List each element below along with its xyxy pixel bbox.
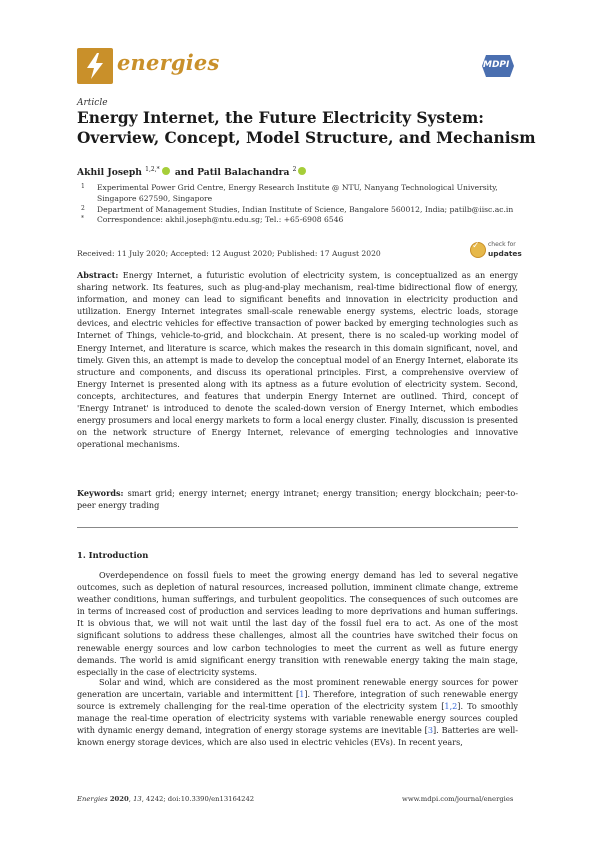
article-title: Energy Internet, the Future Electricity System: Overview, Concept, Model Structure, and Mechanism bbox=[77, 109, 536, 147]
paragraph-text: ]. Batteries are well-known energy storage devices, which are also used in electric vehicles (EVs). In recent years, bbox=[77, 725, 518, 748]
author-affiliation-mark: 2 bbox=[292, 166, 297, 173]
body-paragraph: Overdependence on fossil fuels to meet the growing energy demand has led to several negative outcomes, such as depletion of natural resources, increased pollution, imminent climate change, extreme weather conditions, human sufferings, and turbulent geopolitics. The consequences of such outcomes are in terms of increased cost of production and services leading to more deprivations and human sufferings. It is obvious that, we will not wait until the last day of the fossil fuel era to act. As one of the most significant solutions to address these challenges, almost all the countries have switched their focus on renewable energy sources and low carbon technologies to meet the current as well as future energy demands. The world is amid significant energy transition with renewable energy taking the main stage, especially in the case of electricity systems. bbox=[77, 570, 518, 677]
correspondence-text: Correspondence: akhil.joseph@ntu.edu.sg; Tel.: +65-6908 6546 bbox=[97, 215, 344, 225]
journal-name: energies bbox=[117, 50, 220, 75]
section-divider bbox=[77, 527, 518, 528]
body-paragraph bbox=[77, 676, 518, 749]
author-conjunction: and bbox=[174, 167, 194, 179]
journal-url[interactable]: www.mdpi.com/journal/energies bbox=[402, 795, 514, 803]
keywords bbox=[77, 487, 518, 511]
affiliation-number: * bbox=[81, 215, 84, 223]
affiliation-item bbox=[77, 215, 537, 226]
author-name[interactable]: Patil Balachandra bbox=[197, 167, 290, 179]
publication-dates: Received: 11 July 2020; Accepted: 12 August 2020; Published: 17 August 2020 bbox=[77, 249, 381, 258]
affiliation-list bbox=[77, 183, 537, 226]
author-affiliation-mark: 1,2,* bbox=[145, 166, 160, 173]
affiliation-text: Department of Management Studies, Indian Institute of Science, Bangalore 560012, India; patilb@iisc.ac.in bbox=[97, 204, 514, 214]
citation-link[interactable]: 1,2 bbox=[444, 701, 458, 712]
keywords-text: smart grid; energy internet; energy intranet; energy transition; energy blockchain; peer-to-peer energy trading bbox=[77, 488, 518, 511]
affiliation-number: 2 bbox=[81, 204, 85, 212]
affiliation-text: Experimental Power Grid Centre, Energy Research Institute @ NTU, Nanyang Technological University, Singapore 627590, Singapore bbox=[97, 183, 498, 203]
article-type: Article bbox=[77, 98, 108, 108]
footer-volume: 13 bbox=[133, 795, 142, 803]
citation-footer: Energies 2020, 13, 4242; doi:10.3390/en13164242 bbox=[77, 795, 255, 803]
abstract-text: Energy Internet, a futuristic evolution of electricity system, is conceptualized as an energy sharing network. Its features, such as plug-and-play mechanism, real-time bidirectional flow of energy, information, and money can lead to significant benefits and innovation in electricity production and utilization. Energy Internet integrates small-scale renewable energy systems, electric loads, storage devices, and electric vehicles for effective transaction of power backed by emerging technologies such as Internet of Things, vehicle-to-grid, and blockchain. At present, there is no scaled-up working model of Energy Internet, and literature is scarce, which makes the research in this domain significant, novel, and timely. Given this, an attempt is made to develop the conceptual model of an Energy Internet, elaborate its structure and components, and discuss its operational principles. First, a comprehensive overview of Energy Internet is presented along with its aptness as a future evolution of electricity system. Second, concepts, architectures, and features that underpin Energy Internet are outlined. Third, concept of 'Energy Intranet' is introduced to denote the scaled-down version of Energy Internet, which embodies energy prosumers and local energy markets to form a local energy cluster. Finally, discussion is presented on the network structure of Energy Internet, relevance of emerging technologies and innovative operational mechanisms. bbox=[77, 270, 518, 450]
journal-logo bbox=[77, 48, 113, 84]
abstract-label: Abstract: bbox=[77, 270, 119, 280]
citation-link[interactable]: 1 bbox=[299, 689, 305, 700]
author-list bbox=[77, 166, 308, 178]
footer-year: 2020 bbox=[109, 795, 129, 803]
affiliation-number: 1 bbox=[81, 183, 85, 190]
orcid-icon[interactable] bbox=[298, 167, 306, 175]
author-name[interactable]: Akhil Joseph bbox=[77, 167, 142, 179]
lightning-icon bbox=[77, 48, 113, 84]
paragraph-text: ]. Therefore, integration of such renewable energy source is extremely challenging for the real-time operation of the electricity system [ bbox=[77, 689, 518, 712]
publisher-name: MDPI bbox=[483, 60, 510, 70]
checkmark-icon: ✓ bbox=[472, 241, 480, 251]
footer-doi[interactable]: , 4242; doi:10.3390/en13164242 bbox=[141, 795, 255, 803]
section-heading: 1. Introduction bbox=[77, 550, 149, 560]
affiliation-item bbox=[77, 183, 537, 205]
check-for-label: check for bbox=[488, 241, 516, 248]
paragraph-text: Solar and wind, which are considered as the most prominent renewable energy sources for power generation are uncertain, variable and intermittent [ bbox=[77, 677, 518, 700]
keywords-label: Keywords: bbox=[77, 488, 124, 498]
updates-label: updates bbox=[488, 249, 522, 258]
citation-link[interactable]: 3 bbox=[427, 725, 433, 736]
paragraph-text: ]. To smoothly manage the real-time operation of electricity systems with variable renewable energy sources coupled with dynamic energy demand, integration of energy storage systems are inevitable [ bbox=[77, 701, 518, 736]
footer-journal: Energies bbox=[77, 795, 108, 803]
abstract bbox=[77, 269, 518, 450]
affiliation-item bbox=[77, 205, 537, 216]
check-for-updates-button[interactable] bbox=[470, 240, 526, 262]
orcid-icon[interactable] bbox=[162, 167, 170, 175]
